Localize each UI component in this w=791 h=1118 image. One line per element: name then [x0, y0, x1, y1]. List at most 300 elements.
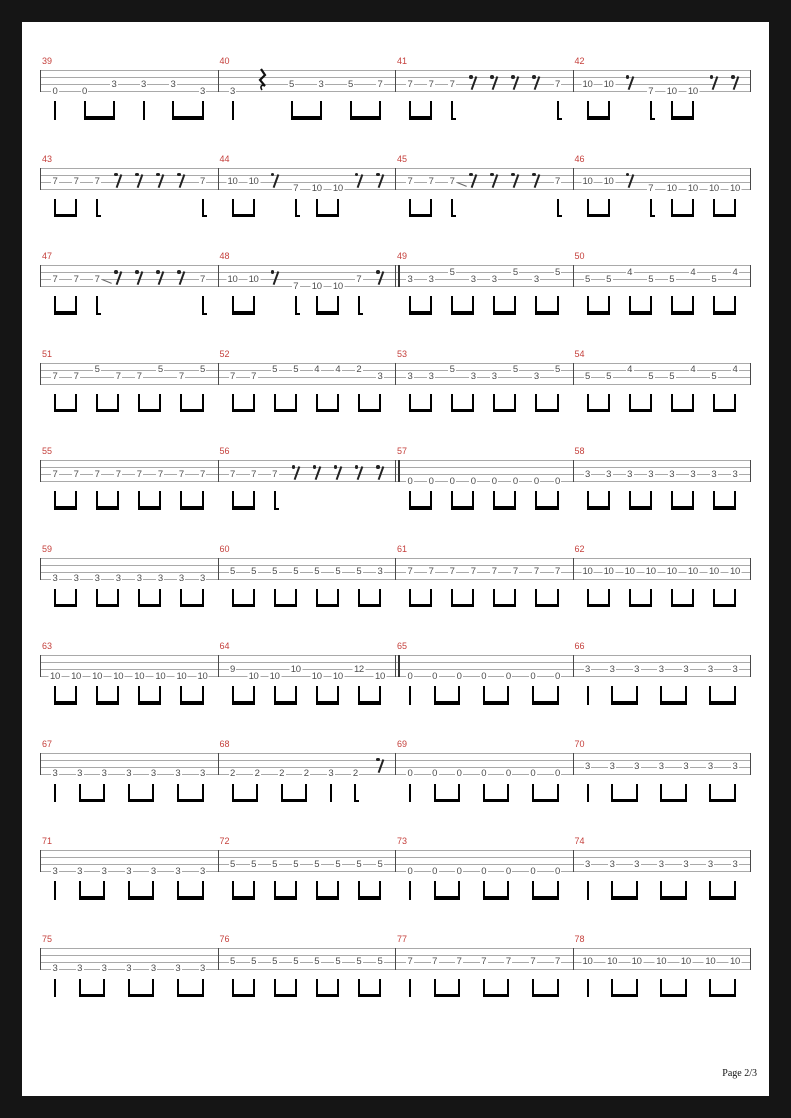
tab-note: 7	[481, 956, 487, 967]
measure-number: 56	[219, 446, 230, 456]
tab-note: 5	[356, 956, 362, 967]
tab-note: 7	[200, 468, 205, 480]
eighth-flag	[295, 215, 300, 217]
tab-note: 7	[648, 183, 654, 194]
beam	[535, 311, 558, 315]
tab-note: 3	[491, 273, 497, 285]
beam	[54, 506, 77, 510]
tab-note: 3	[136, 573, 142, 584]
tab-note: 3	[141, 78, 146, 90]
staff-system	[22, 544, 769, 630]
beam	[535, 604, 558, 608]
tab-note: 0	[82, 85, 87, 97]
barline	[40, 948, 41, 970]
beam	[671, 311, 694, 315]
beam	[232, 506, 255, 510]
tab-note: 7	[555, 956, 560, 967]
tab-note: 0	[481, 670, 487, 682]
double-barline	[398, 460, 400, 482]
measure-number: 73	[397, 836, 408, 846]
beam	[84, 116, 116, 120]
beam	[96, 409, 119, 413]
barline	[573, 460, 574, 482]
tab-note: 5	[669, 273, 675, 285]
measure-number: 50	[574, 251, 585, 261]
barline	[40, 753, 41, 775]
tab-note: 3	[533, 371, 539, 382]
beam	[358, 701, 381, 705]
tab-note: 7	[200, 273, 205, 285]
tab-note: 3	[150, 768, 156, 779]
tab-note: 5	[272, 364, 278, 375]
tab-note: 7	[449, 566, 455, 577]
beam	[587, 506, 610, 510]
tab-note: 3	[470, 273, 476, 285]
barline	[40, 460, 41, 482]
barline	[40, 265, 41, 287]
tab-note: 7	[555, 176, 560, 187]
tab-note: 3	[175, 865, 181, 877]
measure-number: 61	[397, 543, 408, 554]
tab-note: 5	[512, 364, 518, 375]
tab-note: 3	[157, 573, 163, 584]
staff-system	[22, 739, 769, 825]
beam	[96, 506, 119, 510]
beam	[532, 799, 559, 803]
tab-note: 3	[200, 963, 205, 974]
tab-note: 0	[432, 865, 438, 877]
barline	[218, 753, 219, 775]
beam	[316, 214, 339, 218]
tab-note: 2	[230, 768, 235, 779]
beam	[483, 994, 510, 998]
tab-note: 3	[77, 963, 83, 974]
beam	[434, 896, 461, 900]
tab-note: 5	[648, 273, 654, 285]
beam	[611, 701, 638, 705]
tab-note: 3	[609, 761, 615, 772]
beam	[358, 994, 381, 998]
eighth-rest-icon	[469, 173, 473, 177]
beam	[611, 896, 638, 900]
tab-note: 0	[555, 768, 560, 779]
beam	[138, 409, 161, 413]
beam	[493, 604, 516, 608]
tab-note: 3	[101, 768, 107, 779]
tab-note: 5	[555, 364, 560, 375]
measure-number: 39	[42, 56, 53, 66]
beam	[434, 799, 461, 803]
note-stem	[587, 979, 589, 998]
beam	[660, 701, 687, 705]
tab-note: 3	[111, 78, 117, 90]
staff-system	[22, 446, 769, 532]
tab-note: 4	[314, 364, 320, 375]
beam	[660, 896, 687, 900]
beam	[709, 701, 736, 705]
eighth-rest-icon	[376, 758, 380, 762]
tab-note: 10	[375, 670, 385, 682]
eighth-rest-icon	[156, 173, 160, 177]
tab-note: 7	[432, 956, 438, 967]
measure-number: 52	[219, 348, 230, 359]
tab-note: 7	[356, 273, 362, 285]
beam	[611, 994, 638, 998]
tab-note: 5	[272, 566, 278, 577]
eighth-flag	[451, 215, 456, 217]
beam	[451, 506, 474, 510]
beam	[54, 604, 77, 608]
tab-note: 3	[377, 371, 383, 382]
tab-note: 7	[456, 956, 462, 967]
beam	[291, 116, 323, 120]
tab-note: 0	[456, 670, 462, 682]
tab-note: 0	[505, 670, 511, 682]
tab-note: 10	[603, 78, 614, 90]
eighth-rest-icon	[156, 270, 160, 274]
tab-note: 0	[428, 475, 434, 487]
tab-note: 0	[407, 768, 413, 779]
eighth-rest-icon	[710, 75, 714, 79]
tab-note: 7	[94, 176, 100, 187]
beam	[316, 994, 339, 998]
tab-note: 7	[73, 468, 79, 480]
beam	[54, 311, 77, 315]
tab-note: 5	[335, 956, 341, 967]
tab-note: 10	[705, 956, 716, 967]
tab-note: 3	[328, 768, 334, 779]
beam	[274, 994, 297, 998]
beam	[96, 701, 119, 705]
measure-number: 63	[42, 641, 53, 651]
tab-note: 2	[303, 768, 309, 779]
tab-note: 0	[481, 865, 487, 877]
measure-number: 47	[42, 251, 53, 261]
beam	[493, 506, 516, 510]
beam	[532, 994, 559, 998]
tab-note: 5	[356, 858, 362, 870]
eighth-rest-icon	[376, 465, 380, 469]
tab-note: 3	[658, 663, 664, 675]
beam	[232, 214, 255, 218]
barline	[573, 168, 574, 190]
staff-system	[22, 154, 769, 240]
tab-note: 5	[251, 858, 257, 870]
beam	[409, 116, 432, 120]
note-stem	[409, 686, 411, 705]
tab-note: 10	[582, 78, 593, 90]
beam	[611, 799, 638, 803]
measure-number: 68	[219, 738, 230, 749]
tab-note: 3	[126, 963, 132, 974]
tab-note: 0	[481, 768, 487, 779]
tab-note: 10	[666, 85, 677, 97]
barline	[573, 850, 574, 872]
tab-note: 3	[101, 963, 107, 974]
barline	[40, 70, 41, 92]
beam	[709, 799, 736, 803]
beam	[532, 896, 559, 900]
tab-note: 3	[470, 371, 476, 382]
tab-note: 7	[251, 468, 257, 480]
tab-note: 3	[491, 371, 497, 382]
page-number: Page 2/3	[722, 1068, 757, 1079]
tab-note: 5	[157, 364, 163, 375]
beam	[316, 701, 339, 705]
tab-note: 5	[289, 78, 294, 90]
tab-note: 3	[175, 768, 181, 779]
eighth-rest-icon	[313, 465, 317, 469]
beam	[587, 409, 610, 413]
tab-note: 7	[52, 468, 58, 480]
barline	[750, 70, 751, 92]
tab-note: 7	[491, 566, 497, 577]
tab-note: 3	[585, 761, 590, 772]
tab-note: 7	[293, 280, 299, 292]
tab-note: 10	[666, 183, 677, 194]
beam	[358, 604, 381, 608]
eighth-flag	[451, 118, 456, 120]
tab-note: 3	[428, 273, 434, 285]
tab-note: 10	[687, 566, 698, 577]
tab-note: 10	[730, 183, 740, 194]
double-barline	[395, 460, 396, 482]
eighth-rest-icon	[511, 75, 515, 79]
tab-note: 7	[73, 176, 79, 187]
tab-note: 2	[254, 768, 260, 779]
barline	[750, 948, 751, 970]
tab-note: 0	[505, 768, 511, 779]
eighth-rest-icon	[376, 270, 380, 274]
beam	[79, 896, 106, 900]
barline	[218, 265, 219, 287]
eighth-rest-icon	[469, 75, 473, 79]
barline	[395, 363, 396, 385]
eighth-flag	[650, 215, 655, 217]
tab-note: 10	[332, 280, 343, 292]
tab-note: 3	[318, 78, 324, 90]
measure-number: 45	[397, 153, 408, 164]
beam	[629, 506, 652, 510]
eighth-rest-icon	[355, 465, 359, 469]
tab-note: 3	[585, 663, 590, 675]
beam	[629, 604, 652, 608]
barline	[573, 948, 574, 970]
tab-note: 10	[687, 183, 698, 194]
eighth-rest-icon	[271, 173, 275, 177]
tab-page	[22, 22, 769, 1096]
tab-note: 7	[505, 956, 511, 967]
tab-note: 10	[134, 670, 145, 682]
beam	[172, 116, 204, 120]
eighth-rest-icon	[177, 270, 181, 274]
barline	[218, 850, 219, 872]
tab-note: 7	[178, 371, 184, 382]
barline	[218, 363, 219, 385]
tab-note: 3	[407, 371, 413, 382]
tab-note: 0	[555, 670, 560, 682]
tab-note: 5	[230, 956, 235, 967]
note-stem	[54, 881, 56, 900]
tab-note: 5	[585, 273, 590, 285]
tab-note: 3	[52, 963, 58, 974]
eighth-rest-icon	[731, 75, 735, 79]
tab-note: 3	[150, 963, 156, 974]
tab-note: 5	[293, 566, 299, 577]
tab-note: 3	[200, 573, 205, 584]
tab-note: 3	[175, 963, 181, 974]
barline	[395, 948, 396, 970]
tab-note: 10	[311, 280, 322, 292]
beam	[451, 604, 474, 608]
beam	[180, 506, 203, 510]
measure-number: 54	[574, 348, 585, 359]
eighth-flag	[354, 800, 359, 802]
measure-number: 64	[219, 641, 230, 651]
tab-note: 10	[311, 670, 322, 682]
beam	[180, 409, 203, 413]
beam	[671, 604, 694, 608]
tab-note: 10	[248, 273, 259, 285]
beam	[54, 701, 77, 705]
tab-note: 10	[332, 670, 343, 682]
tab-note: 7	[293, 183, 299, 194]
tab-note: 10	[113, 670, 124, 682]
tab-note: 5	[335, 566, 341, 577]
tab-note: 7	[178, 468, 184, 480]
tab-note: 3	[428, 371, 434, 382]
tab-note: 3	[732, 858, 738, 870]
eighth-rest-icon	[357, 174, 363, 188]
tab-note: 5	[648, 371, 654, 382]
tab-note: 3	[200, 865, 205, 877]
tab-note: 5	[377, 956, 383, 967]
beam	[671, 116, 694, 120]
barline	[750, 363, 751, 385]
beam	[713, 214, 736, 218]
tab-note: 5	[348, 78, 353, 90]
beam	[713, 311, 736, 315]
eighth-flag	[358, 313, 363, 315]
beam	[232, 994, 255, 998]
tab-note: 3	[732, 663, 738, 675]
tab-note: 10	[197, 670, 208, 682]
barline	[573, 363, 574, 385]
barline	[40, 363, 41, 385]
beam	[483, 799, 510, 803]
tab-note: 7	[94, 273, 100, 285]
measure-number: 44	[219, 153, 230, 164]
tab-note: 7	[449, 78, 455, 90]
tab-note: 0	[555, 865, 560, 877]
tab-note: 3	[707, 858, 713, 870]
beam	[177, 799, 204, 803]
tab-note: 2	[279, 768, 285, 779]
tab-note: 7	[136, 371, 142, 382]
tab-note: 10	[645, 566, 656, 577]
beam	[54, 409, 77, 413]
double-barline	[398, 655, 400, 677]
eighth-rest-icon	[532, 75, 536, 79]
tab-note: 3	[170, 78, 176, 90]
tab-note: 7	[428, 176, 434, 187]
eighth-rest-icon	[376, 173, 380, 177]
beam	[671, 506, 694, 510]
tab-note: 3	[150, 865, 156, 877]
note-stem	[587, 686, 589, 705]
staff-system	[22, 251, 769, 337]
measure-number: 41	[397, 56, 408, 66]
tab-note: 10	[248, 670, 259, 682]
barline	[218, 948, 219, 970]
eighth-rest-icon	[532, 173, 536, 177]
beam	[629, 409, 652, 413]
barline	[395, 168, 396, 190]
beam	[587, 214, 610, 218]
staff-system	[22, 934, 769, 1020]
note-stem	[330, 784, 332, 803]
tab-note: 10	[708, 183, 719, 194]
barline	[40, 850, 41, 872]
barline	[750, 558, 751, 580]
tab-note: 5	[669, 371, 675, 382]
tab-note: 0	[491, 475, 497, 487]
tab-note: 7	[428, 78, 434, 90]
beam	[713, 409, 736, 413]
tab-note: 3	[627, 468, 633, 480]
tab-note: 5	[230, 858, 235, 870]
tab-note: 3	[407, 273, 413, 285]
tab-note: 5	[251, 566, 257, 577]
tab-note: 7	[470, 566, 476, 577]
tab-note: 2	[352, 768, 358, 779]
eighth-flag	[274, 508, 279, 510]
eighth-rest-icon	[135, 270, 139, 274]
tab-note: 3	[606, 468, 612, 480]
tab-note: 0	[456, 768, 462, 779]
tab-note: 3	[634, 663, 640, 675]
eighth-rest-icon	[334, 465, 338, 469]
beam	[79, 994, 106, 998]
beam	[451, 409, 474, 413]
tab-note: 7	[73, 371, 79, 382]
tab-note: 5	[606, 273, 612, 285]
tab-note: 4	[690, 364, 696, 375]
beam	[281, 799, 308, 803]
tab-note: 7	[230, 371, 235, 382]
beam	[587, 604, 610, 608]
tab-note: 7	[272, 468, 278, 480]
beam	[274, 701, 297, 705]
beam	[128, 896, 155, 900]
barline	[573, 558, 574, 580]
tab-note: 10	[71, 670, 82, 682]
barline	[573, 655, 574, 677]
beam	[671, 409, 694, 413]
tab-note: 7	[115, 371, 121, 382]
barline	[218, 168, 219, 190]
measure-number: 55	[42, 446, 53, 456]
tab-note: 3	[690, 468, 696, 480]
tab-note: 5	[512, 266, 518, 278]
barline	[40, 655, 41, 677]
tab-note: 7	[555, 566, 560, 577]
tab-note: 10	[332, 183, 343, 194]
tab-note: 5	[251, 956, 257, 967]
beam	[128, 994, 155, 998]
staff-system	[22, 349, 769, 435]
measure-number: 40	[219, 56, 230, 66]
